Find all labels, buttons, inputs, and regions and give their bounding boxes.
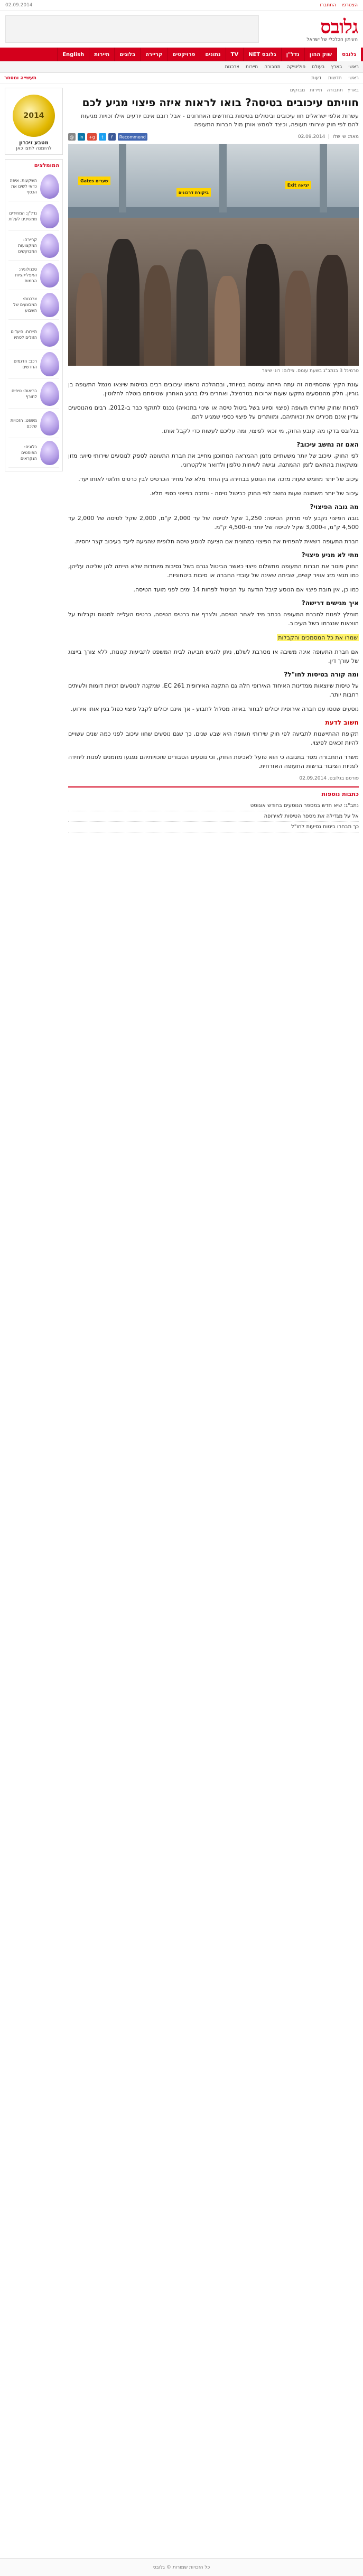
section-title: מתי לא מגיע פיצוי? [301,551,359,559]
section-links [306,76,359,81]
masthead [0,11,363,48]
breadcrumb-item[interactable]: תחבורה [327,88,343,93]
content [0,84,363,832]
photo-beam [320,144,327,212]
subnav-item[interactable]: ראשי [348,64,359,70]
paragraph: לפי החוק, עיכוב של יותר משעתיים מזמן ההמראה המתוכנן מחייב את חברת התעופה לספק לנוסעים שירותי סיוע: מזון ומשקאות בהתאם לזמן ההמתנה, וגישה לשיחות טלפון ולדואר אלקטרוני. [68,452,359,468]
recommended-text: טכנולוגיה: האפליקציות החמות [15,267,37,283]
related-item[interactable]: אל על מגדילה את מספר הטיסות לאירופה [68,811,359,822]
recommended-item[interactable] [8,261,59,290]
photo-caption: טרמינל 3 בנתב"ג בשעת עומס. צילום: רוני שיצר [262,368,359,374]
coin-image: 2014 [13,95,55,137]
recommended-text: השקעות: איפה כדאי לשים את הכסף [10,178,37,194]
publish-date: 02.09.2014 [297,134,325,140]
top-date: 02.09.2014 [5,2,33,8]
footer [0,2558,363,2576]
top-link-join[interactable]: הצטרפו [341,2,358,8]
recommended-item[interactable] [8,379,59,409]
sidebar [5,88,63,832]
recommended-item[interactable] [8,290,59,320]
recommended-item[interactable] [8,438,59,468]
google-plus-icon[interactable]: g+ [87,133,97,141]
photo-beam [119,144,126,212]
nav-tab-tv[interactable]: TV [226,48,244,61]
article-column [68,88,359,832]
top-banner-ad[interactable] [5,15,259,43]
breadcrumb-item[interactable]: מבזקים [290,88,305,93]
article-photo [68,144,359,366]
email-icon[interactable]: @ [68,133,76,141]
warning-title: חשוב לדעת [325,719,359,726]
article-subhead: עשרות אלפי ישראלים חוו עיכובים וביטולים בטיסות בחודשים האחרונים - אבל רובם אינם יודעים אילו זכויות מגיעות להם לפי חוק שירותי תעופה, וכיצד לממש אותן מול חברות התעופה [80,113,359,128]
subnav-item[interactable]: בעולם [311,64,325,70]
recommended-item[interactable] [8,172,59,201]
photo-person [285,271,311,366]
nav-tab-english[interactable]: English [57,48,89,61]
facebook-icon[interactable]: f [108,133,116,141]
article-meta [68,133,359,141]
paragraph: אם חברת התעופה אינה משיבה או מסרבת לשלם, ניתן להגיש תביעה לבית המשפט לתביעות קטנות, ללא צורך בייצוג של עורך דין. [68,648,359,664]
section-link[interactable]: חדשות [328,75,342,81]
photo-sign: ביקורת דרכונים [176,188,211,197]
section-link[interactable]: דעות [311,75,322,81]
globes-logo[interactable] [306,16,358,42]
related-title: כתבות נוספות [321,791,359,798]
photo-person [107,239,139,366]
paragraph: על טיסות שיוצאות ממדינות האיחוד האירופי חלה גם התקנה האירופית EC 261, שמקנה לנוסעים זכויות דומות ולעיתים רחבות יותר. [68,682,359,698]
linkedin-icon[interactable]: in [78,133,85,141]
subnav-item[interactable]: צרכנות [225,64,239,70]
nav-tab-data[interactable]: נתונים [200,48,225,61]
photo-person [176,249,208,366]
recommended-title: המומלצים [34,163,59,169]
share-bar [68,133,147,141]
article-headline: חוויתם עיכובים בטיסה? בואו לראות איזה פיצוי מגיע לכם [82,96,359,109]
nav-tab-globes[interactable]: גלובס [337,48,361,61]
photo-person [76,273,103,366]
subnav-item[interactable]: תיירות [245,64,258,70]
article-body [68,380,359,771]
section-title: ומה קורה בטיסות לחו"ל? [284,671,359,678]
nav-tab-projects[interactable]: פרויקטים [167,48,200,61]
paragraph: עונת הקיץ שהסתיימה זה עתה הייתה עמוסה במיוחד, ובמהלכה נרשמו עיכובים רבים בטיסות שיצאו מנמל התעופה בן גוריון. חלק מהנוסעים נתקעו שעות ארוכות בטרמינל, ואחרים גילו ברגע האחרון שטיסתם בוטלה לחלוטין. [68,381,359,397]
nav-tab-travel[interactable]: תיירות [89,48,114,61]
related-item[interactable]: כך תבחרו ביטוח נסיעות לחו"ל [68,822,359,832]
paragraph: עיכוב של יותר מחמש שעות מזכה את הנוסע בבחירה בין החזר מלא של מחיר הכרטיס לבין כרטיס חלופי לאותו יעד. [78,476,359,483]
section-title: האם זה נחשב עיכוב? [296,441,359,448]
thumbnail-image [40,441,59,465]
paragraph: גובה הפיצוי נקבע לפי מרחק הטיסה: 1,250 שקל לטיסה של עד 2,000 ק"מ, 2,000 שקל לטיסה של 2,000 עד 4,500 ק"מ, ו-3,000 שקל לטיסה של יותר מ-4,500 ק"מ. [68,515,359,531]
nav-tab-net[interactable]: גלובס NET [243,48,281,61]
nav-tab-blogs[interactable]: בלוגים [114,48,140,61]
related-item[interactable]: נתב"ג: שיא חדש במספר הנוסעים בחודש אוגוסט [68,801,359,811]
paragraph: מומלץ לפנות לחברת התעופה בכתב מיד לאחר הטיסה, ולצרף את כרטיס הטיסה, כרטיס העלייה למטוס וקבלות על הוצאות שנגרמו בשל העיכוב. [68,611,359,627]
section-link[interactable]: ראשי [348,75,359,81]
paragraph: החוק פוטר את חברות התעופה מתשלום פיצוי כאשר הביטול נגרם בשל נסיבות מיוחדות שלא הייתה להן שליטה עליהן, כמו תנאי מזג אוויר קשים, שביתה שאינה של עובדי החברה או סיבות ביטחוניות. [68,563,359,579]
recommended-text: צרכנות: המבצעים של השבוע [13,296,37,313]
section-title: איך מגישים דרישה? [301,599,359,607]
photo-person [246,244,280,366]
photo-crowd [68,218,359,366]
related-articles [68,786,359,832]
brand-tagline: העיתון הכלכלי של ישראל [306,37,358,42]
recommended-text: תיירות: היעדים הזולים לסתיו [11,329,37,340]
recommended-text: בלוגים: הפוסטים הנקראים [20,444,37,461]
paragraph: נוסעים שטסו עם חברה אירופית יכולים לבחור באיזה מסלול לתבוע - אך אינם יכולים לקבל פיצוי כפול בגין אותו אירוע. [71,706,359,712]
sidebar-ad[interactable] [5,88,63,155]
thumbnail-image [40,263,59,288]
paragraph: בגלובס בדקו מה קובע החוק, מי זכאי לפיצוי, ומה עליכם לעשות כדי לקבל אותו. [162,428,359,434]
paragraph: עיכוב של יותר משמונה שעות נחשב לפי החוק כביטול טיסה - ומזכה בפיצוי כספי מלא. [150,490,359,497]
sidebar-ad-label: מטבע זיכרון [19,140,49,146]
main-nav [0,48,363,61]
paragraph: כמו כן, אין חובת פיצוי אם הנוסע קיבל הודעה על הביטול לפחות 14 ימים לפני מועד הטיסה. [133,586,359,593]
recommended-item[interactable] [8,349,59,379]
subnav-item[interactable]: בארץ [331,64,342,70]
closing-paragraph: משרד התחבורה מסר בתגובה כי הוא פועל לאכיפת החוק, וכי נוסעים הסבורים שזכויותיהם נפגעו מוזמנים לפנות ליחידה לפניות הציבור ברשות התעופה האזרחית. [68,754,359,770]
top-links [315,3,358,8]
footer-text: כל הזכויות שמורות © גלובס [153,2564,210,2570]
thumbnail-image [40,234,59,258]
warning-text: תקופת ההתיישנות לתביעה לפי חוק שירותי תעופה היא שבע שנים, כך שגם נוסעים שחוו עיכוב לפני כמה שנים עשויים להיות זכאים לפיצוי. [68,730,359,746]
thumbnail-image [40,204,59,228]
recommended-item[interactable] [8,320,59,349]
nav-tab-career[interactable]: קריירה [140,48,167,61]
nav-tab-realestate[interactable]: נדל"ן [281,48,304,61]
recommended-text: רכב: הדגמים החדשים [13,358,37,369]
author: מאת: שי שלו [332,134,359,140]
paragraph: חברת התעופה רשאית להפחית את הפיצוי במחצית אם הציעה לנוסע טיסה חלופית שהגיעה ליעד בעיכוב קצר יחסית. [74,538,359,545]
recommended-text: משפט: הזכויות שלכם [10,418,37,429]
thumbnail-image [40,411,59,435]
recommended-item[interactable] [8,231,59,261]
recommended-block [5,159,63,471]
thumbnail-image [40,352,59,376]
photo-sign: שערים Gates [78,177,110,185]
subnav-item[interactable]: תחבורה [264,64,281,70]
thumbnail-image [40,174,59,199]
photo-person [144,265,171,366]
brand-name: גלובס [320,16,358,38]
section-bar [0,73,363,84]
sub-nav [0,61,363,73]
breadcrumb [68,88,359,93]
photo-sign: יציאה Exit [285,181,311,189]
nav-tab-market[interactable]: שוק ההון [304,48,337,61]
paragraph [68,633,359,642]
thumbnail-image [40,382,59,406]
article-tail: פורסם בגלובס, 02.09.2014 [299,776,359,781]
subnav-item[interactable]: פוליטיקה [286,64,305,70]
twitter-icon[interactable]: t [99,133,106,141]
top-link-login[interactable]: התחברו [320,2,336,8]
recommended-text: נדל"ן: המחירים ממשיכים לעלות [8,210,37,221]
thumbnail-image [40,293,59,317]
thumbnail-image [40,322,59,347]
recommend-button[interactable]: Recommend [118,133,147,141]
photo-ceiling [68,144,359,207]
highlighted-text: שמרו את כל המסמכים והקבלות [278,634,358,641]
photo-person [215,276,240,366]
photo-beam [219,144,227,212]
breadcrumb-item[interactable]: תיירות [310,88,322,93]
paragraph: למרות שחוק שירותי תעופה (פיצוי וסיוע בשל ביטול טיסה או שינוי בתנאיה) נכנס לתוקף כבר ב-2012, רבים מהנוסעים עדיין אינם מכירים את זכויותיהם, ומוותרים על פיצוי כספי שמגיע להם. [68,404,359,420]
photo-person [317,255,348,366]
recommended-text: בריאות: טיפים לחורף [11,388,37,399]
recommended-item[interactable] [8,201,59,231]
recommended-item[interactable] [8,409,59,438]
section-title: מה גובה הפיצוי? [310,503,359,511]
sidebar-ad-cta[interactable]: להזמנה לחצו כאן [16,146,52,151]
top-bar [0,0,363,11]
byline: מאת: שי שלו | 02.09.2014 [297,134,359,140]
breadcrumb-item[interactable]: בארץ [347,88,359,93]
recommended-text: קריירה: המקצועות המבוקשים [18,237,37,254]
section-label[interactable]: תעשייה ומסחר [4,75,36,81]
